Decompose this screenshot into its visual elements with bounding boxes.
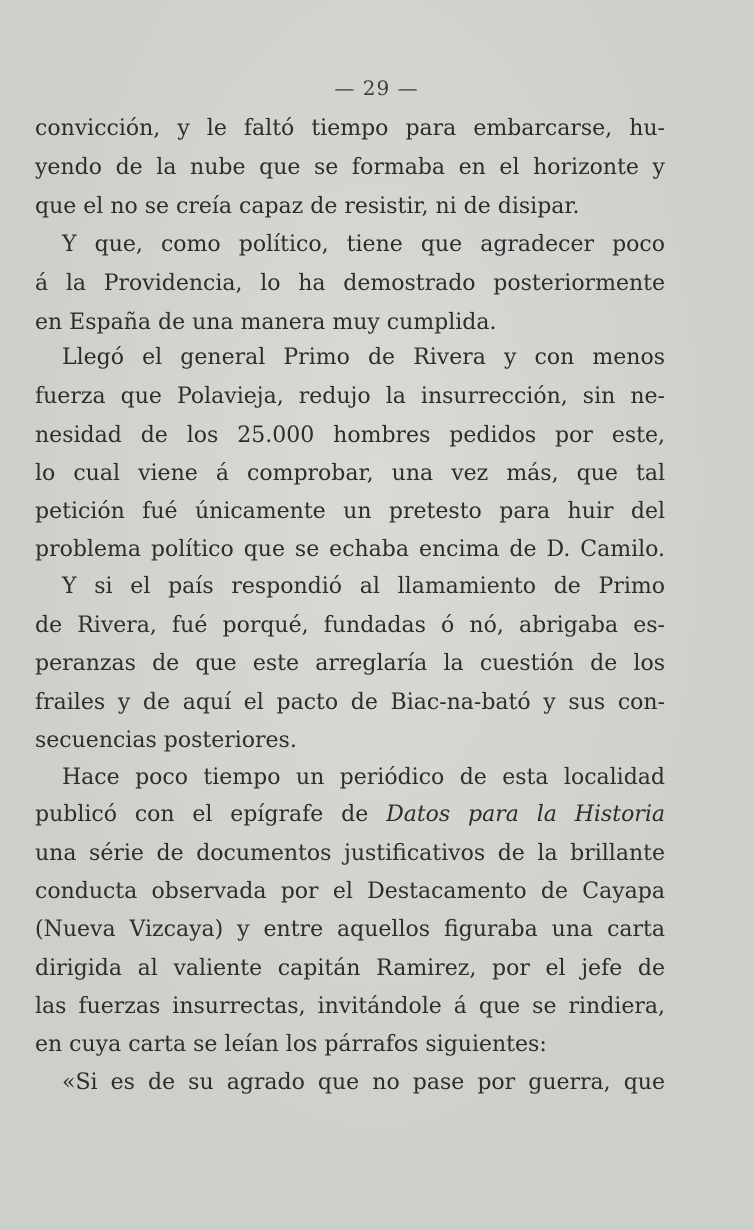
text-line-24: las fuerzas insurrectas, invitándole á que se rindiera, <box>35 994 665 1019</box>
text-line-20: una série de documentos justificativos de la brillante <box>35 841 665 866</box>
text-line-19 <box>35 801 665 829</box>
text-line-21: conducta observada por el Destacamento de Cayapa <box>35 879 665 904</box>
text-line-11: petición fué únicamente un pretesto para huir del <box>35 499 665 524</box>
text-line-4: Y que, como político, tiene que agradecer poco <box>62 232 665 257</box>
text-line-19-lead: publicó con el epígrafe de <box>35 802 387 827</box>
text-line-26: «Si es de su agrado que no pase por guerra, que <box>62 1070 665 1095</box>
text-line-1: convicción, y le faltó tiempo para embarcarse, hu- <box>35 116 665 141</box>
text-line-2: yendo de la nube que se formaba en el horizonte y <box>35 155 665 180</box>
text-line-7: Llegó el general Primo de Rivera y con menos <box>62 345 665 370</box>
text-line-25: en cuya carta se leían los párrafos siguientes: <box>35 1032 547 1057</box>
text-line-15: peranzas de que este arreglaría la cuestión de los <box>35 651 665 676</box>
text-line-5: á la Providencia, lo ha demostrado posteriormente <box>35 271 665 296</box>
page-number: — 29 — <box>334 76 419 100</box>
italic-title: Datos para la Historia <box>386 802 665 827</box>
text-line-16: frailes y de aquí el pacto de Biac-na-bató y sus con- <box>35 690 665 715</box>
text-line-13: Y si el país respondió al llamamiento de Primo <box>62 574 665 599</box>
text-line-14: de Rivera, fué porqué, fundadas ó nó, abrigaba es- <box>35 613 665 638</box>
text-line-18: Hace poco tiempo un periódico de esta localidad <box>62 765 665 790</box>
text-line-17: secuencias posteriores. <box>35 728 297 753</box>
text-line-10: lo cual viene á comprobar, una vez más, que tal <box>35 461 665 486</box>
text-line-9: nesidad de los 25.000 hombres pedidos por este, <box>35 423 665 448</box>
text-line-22: (Nueva Vizcaya) y entre aquellos figuraba una carta <box>35 917 665 942</box>
text-line-3: que el no se creía capaz de resistir, ni de disipar. <box>35 194 580 219</box>
text-line-23: dirigida al valiente capitán Ramirez, por el jefe de <box>35 956 665 981</box>
text-line-6: en España de una manera muy cumplida. <box>35 310 497 335</box>
text-line-12: problema político que se echaba encima de D. Camilo. <box>35 537 665 562</box>
text-line-8: fuerza que Polavieja, redujo la insurrección, sin ne- <box>35 384 665 409</box>
